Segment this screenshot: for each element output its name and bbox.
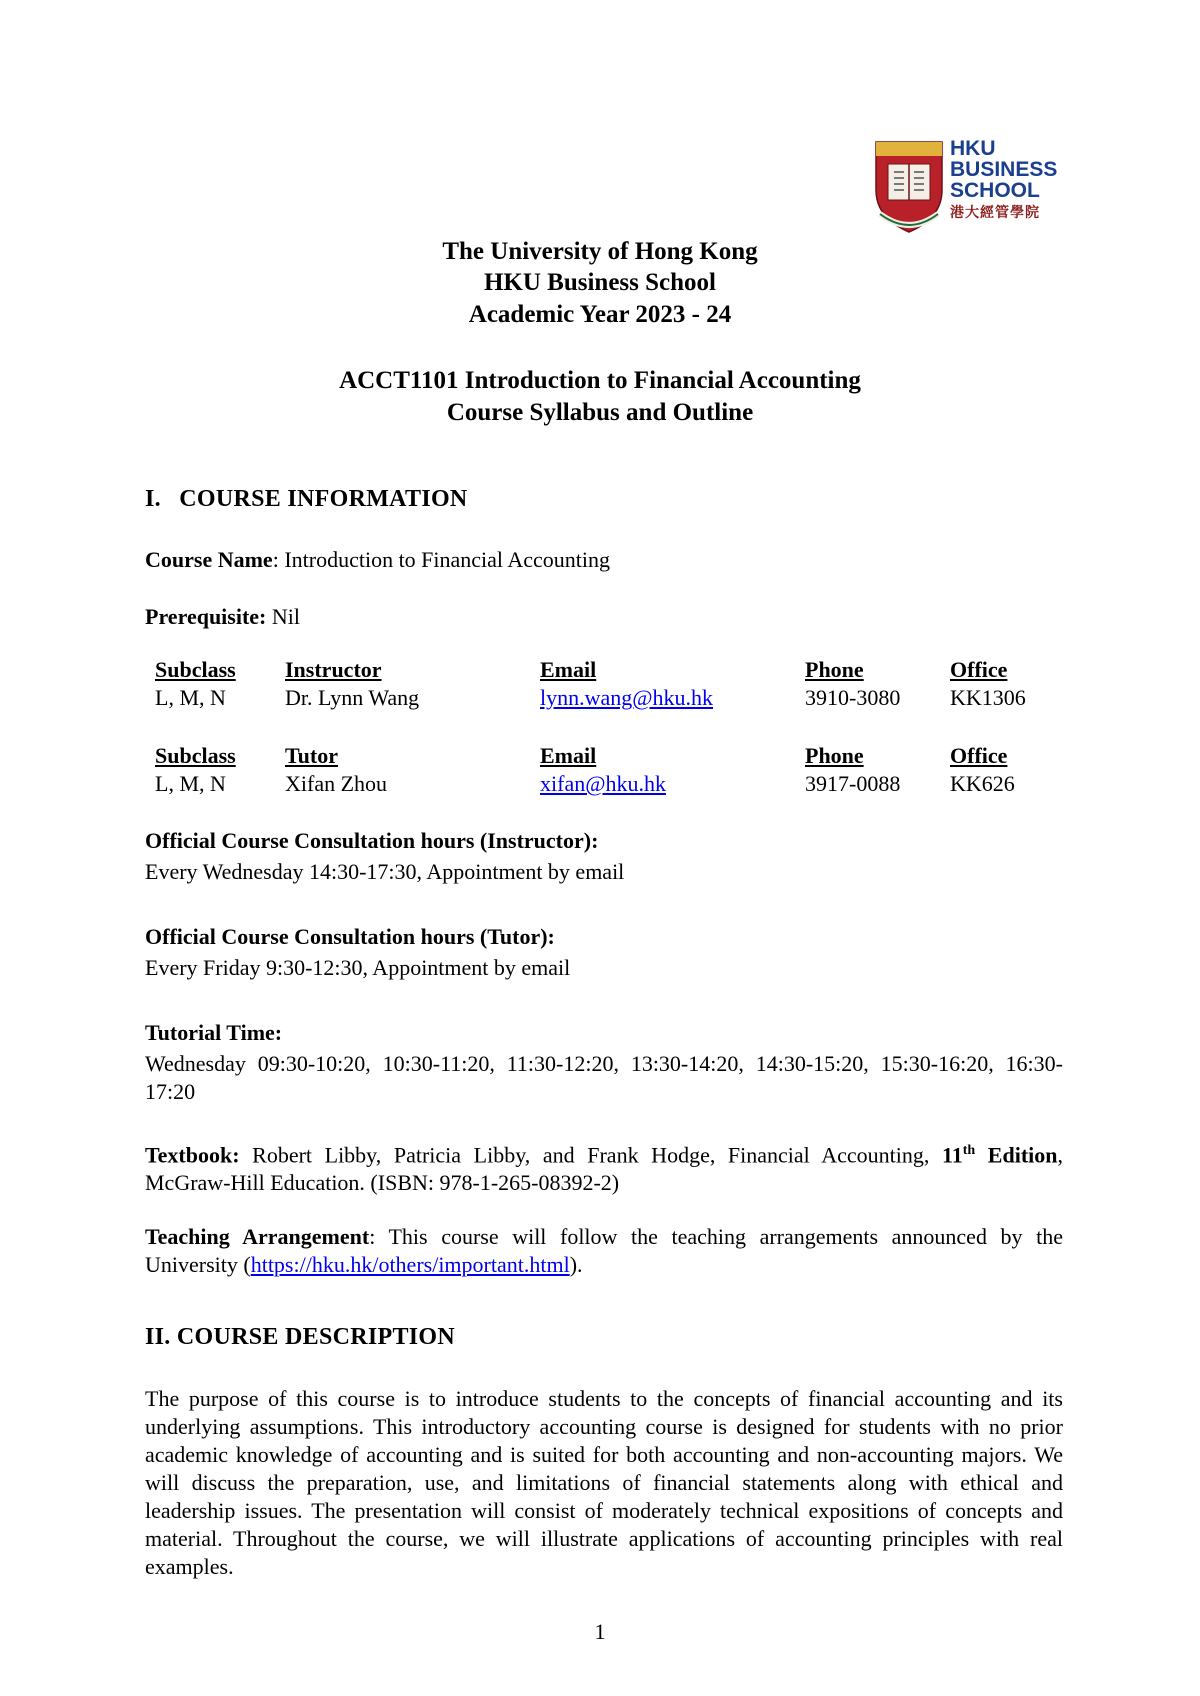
textbook-edition-number: 11 [941,1142,963,1168]
instructor-table-header: Phone [805,657,864,682]
instructor-name: Dr. Lynn Wang [285,685,420,710]
teaching-arrangement-value-1: : This course will follow the teaching arrangements announced by the University ( [145,1224,1063,1277]
course-name-line [145,546,610,574]
section-2-heading: II. COURSE DESCRIPTION [145,1324,455,1350]
page-number: 1 [594,1619,606,1644]
teaching-arrangement-label: Teaching Arrangement [145,1224,370,1249]
consult-tutor-value: Every Friday 9:30-12:30, Appointment by email [145,955,571,980]
textbook-edition-word: Edition [987,1142,1058,1168]
teaching-arrangement-value-2: ). [569,1252,583,1277]
consult-tutor-label: Official Course Consultation hours (Tutor): [145,924,555,949]
instructor-table-header: Office [950,657,1008,682]
prerequisite-line [145,603,300,631]
instructor-table-header: Instructor [285,657,382,682]
course-description-paragraph: The purpose of this course is to introduce students to the concepts of financial accounting and its underlying assumptions. This introductory accounting course is designed for students with no prior academic knowledge of accounting and is suited for both accounting and non-accounting majors. We will discuss the preparation, use, and limitations of financial statements along with ethical and leadership issues. The presentation will consist of moderately technical expositions of concepts and material. Throughout the course, we will illustrate applications of accounting principles with real examples. [145,1386,1063,1579]
section-1-number: I. [145,486,161,512]
tutor-table-header: Email [540,743,597,768]
section-1-heading [145,486,468,513]
textbook-label: Textbook: [145,1142,240,1168]
course-name-label: Course Name [145,547,273,572]
instructor-subclass: L, M, N [155,685,226,710]
consult-instructor-value: Every Wednesday 14:30-17:30, Appointment by email [145,859,625,884]
instructor-email-link[interactable]: lynn.wang@hku.hk [540,685,714,710]
instructor-office: KK1306 [950,685,1026,710]
instructor-table-header: Email [540,657,597,682]
tutor-office: KK626 [950,771,1015,796]
tutor-table-header: Subclass [155,743,236,768]
section-1-title: COURSE INFORMATION [179,486,468,512]
tutor-table-header: Phone [805,743,864,768]
textbook-edition-suffix: th [962,1143,976,1158]
course-name-value: : Introduction to Financial Accounting [272,547,610,572]
textbook-value-1: Robert Libby, Patricia Libby, and Frank Hodge, Financial Accounting, [239,1142,942,1168]
document-title: Course Syllabus and Outline [446,399,754,426]
instructor-table-header: Subclass [155,657,236,682]
logo-line-hku: HKU [950,137,996,160]
tutor-subclass: L, M, N [155,771,226,796]
prerequisite-label: Prerequisite: [145,604,267,629]
tutor-name: Xifan Zhou [285,771,388,796]
course-title: ACCT1101 Introduction to Financial Accounting [339,367,861,394]
university-name: The University of Hong Kong [442,238,758,265]
tutorial-time-value: Wednesday 09:30-10:20, 10:30-11:20, 11:30-12:20, 13:30-14:20, 14:30-15:20, 15:30-16:20, 16:30-17:20 [145,1051,1063,1104]
textbook-value-2: , McGraw-Hill Education. (ISBN: 978-1-265-08392-2) [145,1142,1063,1196]
tutor-table-header: Office [950,743,1008,768]
logo-chinese: 港大經管學院 [950,204,1040,220]
logo-text [950,138,1057,221]
tutor-table-header: Tutor [285,743,338,768]
teaching-arrangement-paragraph [145,1223,1063,1279]
logo-line-business: BUSINESS [950,158,1058,181]
school-name: HKU Business School [483,269,716,296]
prerequisite-value: Nil [266,604,301,629]
consult-instructor-label: Official Course Consultation hours (Instructor): [145,828,599,853]
tutor-email-link[interactable]: xifan@hku.hk [540,771,666,796]
tutorial-time-label: Tutorial Time: [145,1020,283,1045]
textbook-paragraph [145,1137,1063,1197]
logo-line-school: SCHOOL [950,179,1040,202]
teaching-arrangement-link[interactable]: https://hku.hk/others/important.html [250,1252,570,1277]
tutor-phone: 3917-0088 [805,771,901,796]
hku-crest-icon [872,138,946,236]
academic-year: Academic Year 2023 - 24 [468,301,732,328]
hku-business-school-logo [872,138,1062,238]
instructor-phone: 3910-3080 [805,685,901,710]
